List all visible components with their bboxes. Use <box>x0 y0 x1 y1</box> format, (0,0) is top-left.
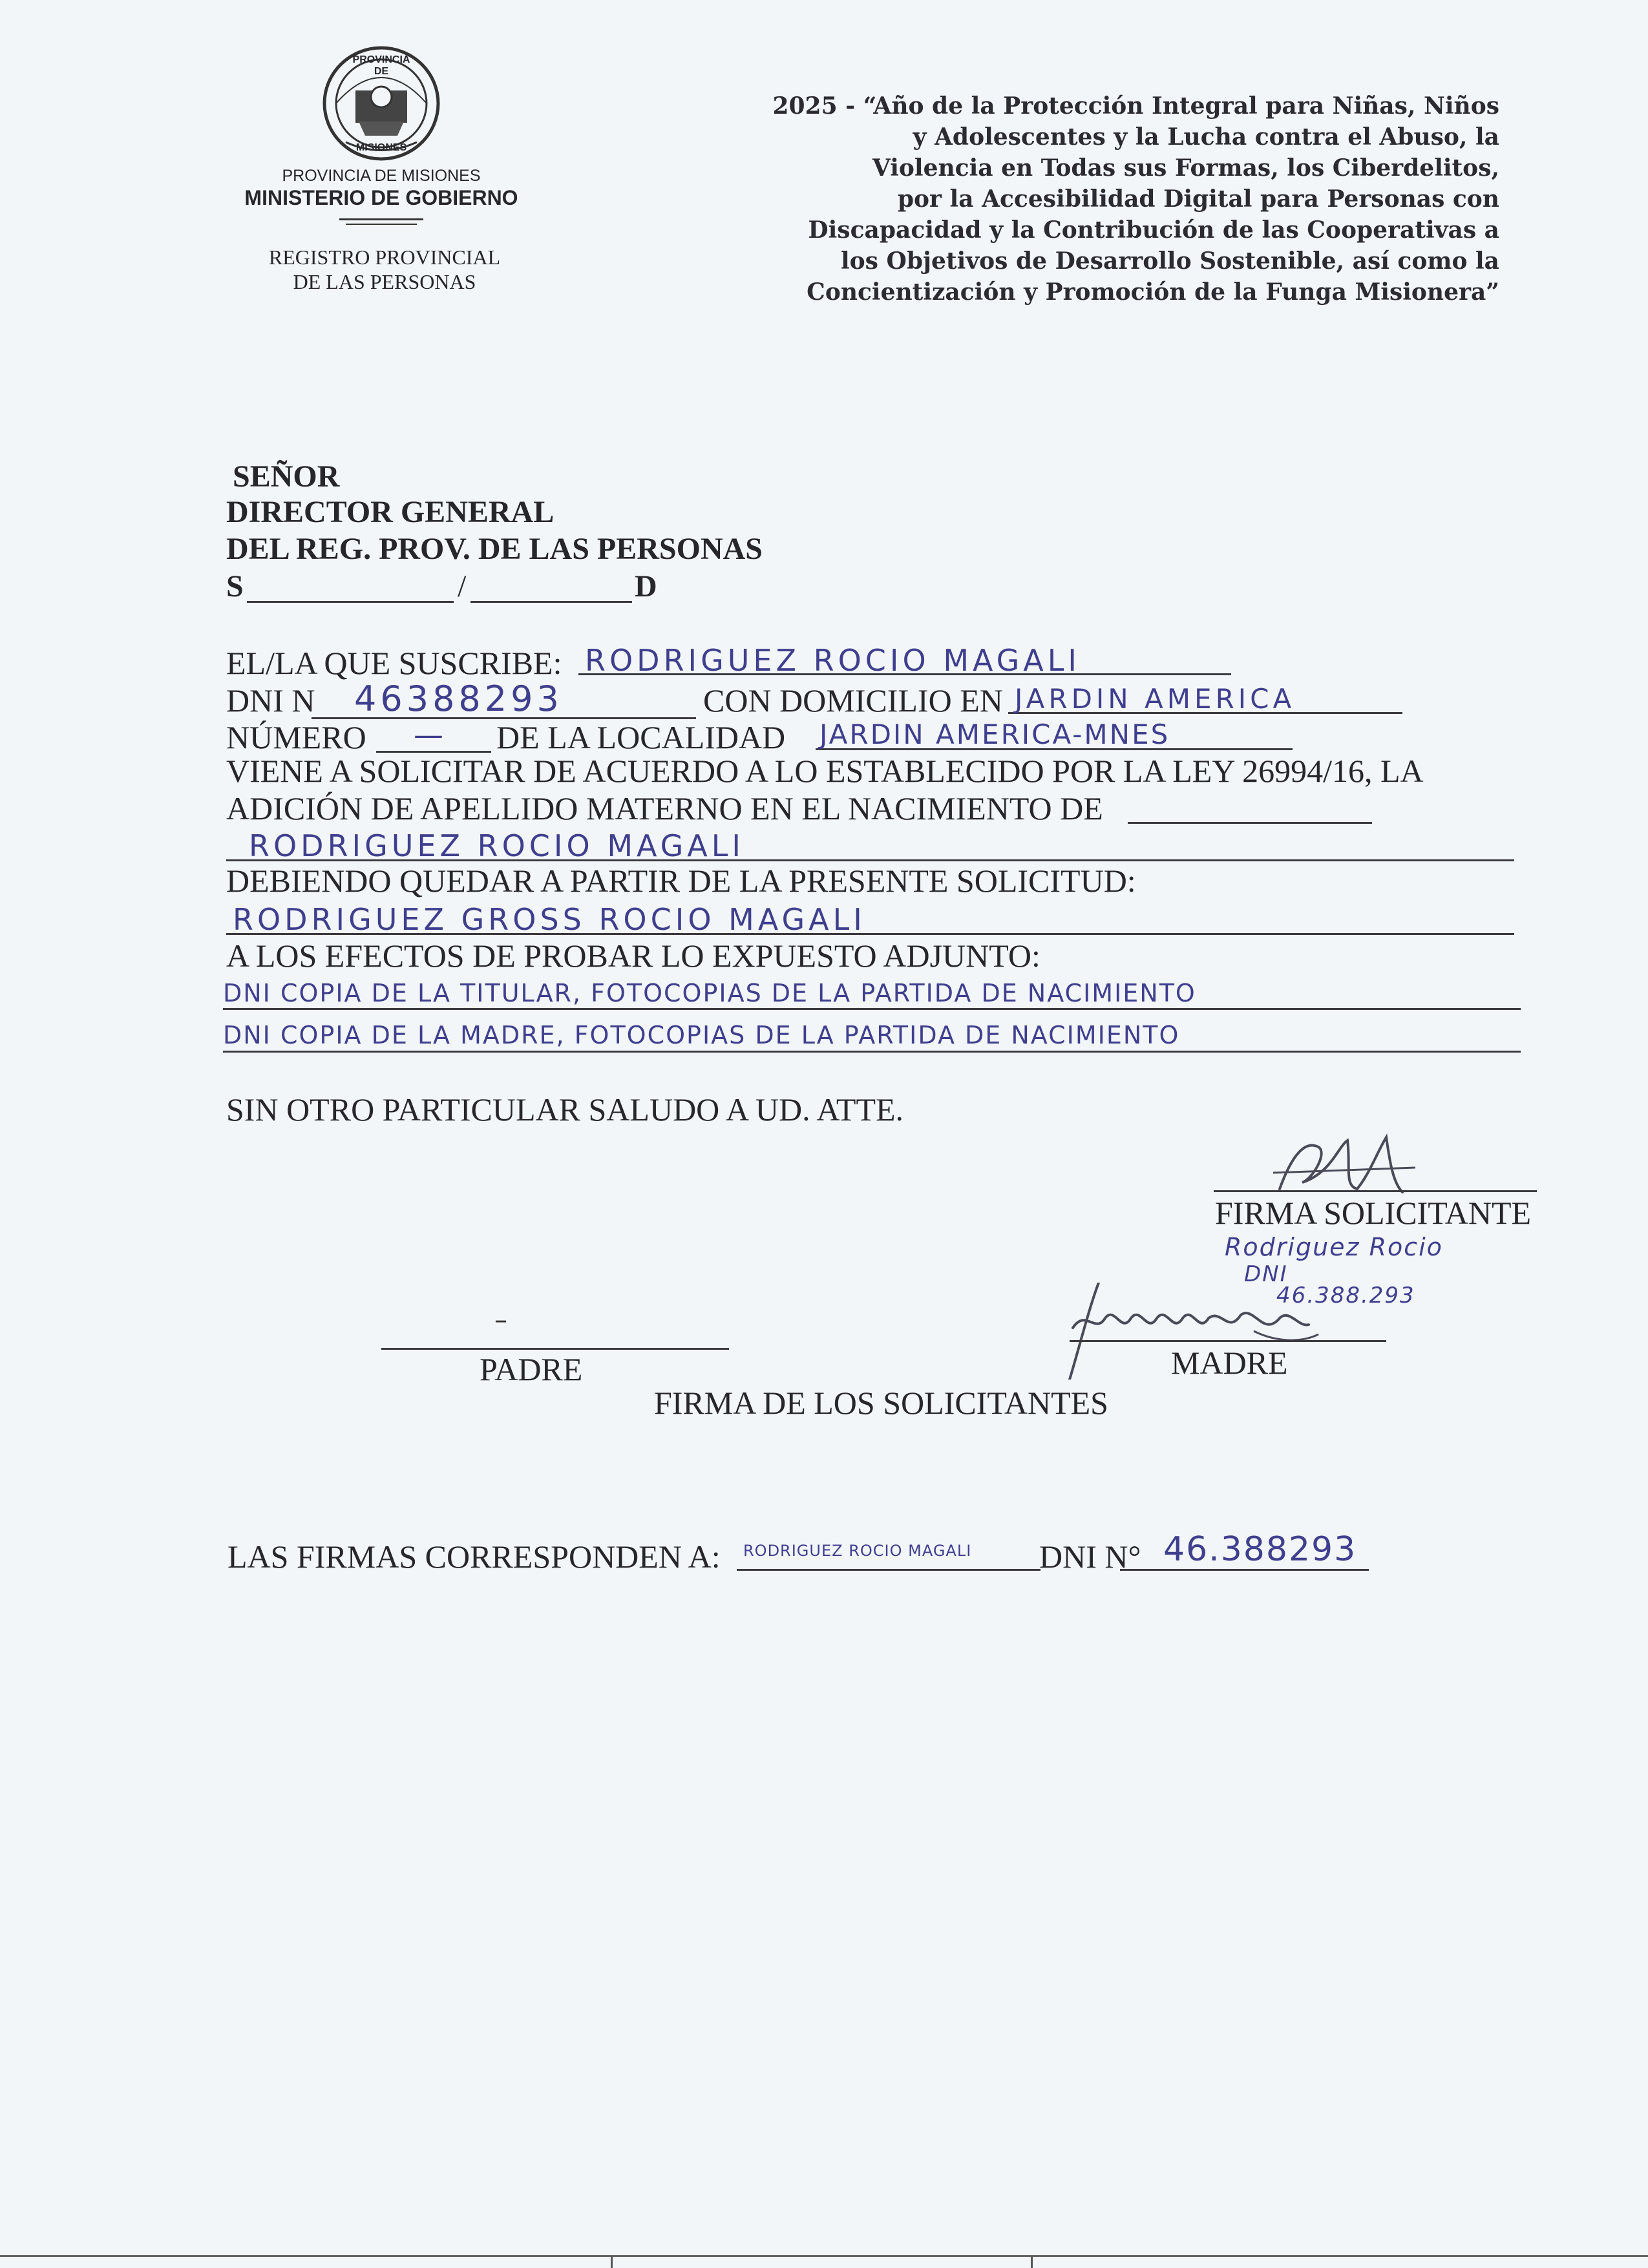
motto-line-6: los Objetivos de Desarrollo Sostenible, así como la <box>840 247 1499 275</box>
adjunto-line-2 <box>223 1051 1521 1053</box>
ministry-name: MINISTERIO DE GOBIERNO <box>244 186 518 209</box>
padre-label: PADRE <box>480 1351 583 1387</box>
suscribe-label: EL/LA QUE SUSCRIBE: <box>226 645 562 681</box>
suscribe-value[interactable]: RODRIGUEZ ROCIO MAGALI <box>585 643 1081 678</box>
madre-line <box>1070 1340 1386 1342</box>
adjunto-value-1[interactable]: DNI COPIA DE LA TITULAR, FOTOCOPIAS DE LA PARTIDA DE NACIMIENTO <box>223 979 1196 1007</box>
solicitante-note-dni: 46.388.293 <box>1276 1283 1415 1308</box>
corresponden-value[interactable]: RODRIGUEZ ROCIO MAGALI <box>743 1542 972 1560</box>
debiendo-text: DEBIENDO QUEDAR A PARTIR DE LA PRESENTE SOLICITUD: <box>226 863 1136 899</box>
addressee-d-line <box>470 601 632 603</box>
dni-no-value[interactable]: 46.388293 <box>1163 1530 1357 1569</box>
padre-line <box>381 1348 729 1350</box>
solicitante-note-name: Rodriguez Rocio <box>1225 1233 1443 1261</box>
page-bottom-edge <box>0 2255 1648 2257</box>
motto-line-2: y Adolescentes y la Lucha contra el Abuso, la <box>913 123 1499 151</box>
adjunto-value-2[interactable]: DNI COPIA DE LA MADRE, FOTOCOPIAS DE LA PARTIDA DE NACIMIENTO <box>223 1021 1180 1049</box>
firma-solicitantes-label: FIRMA DE LOS SOLICITANTES <box>654 1385 1108 1421</box>
localidad-value[interactable]: JARDIN AMERICA-MNES <box>819 719 1170 750</box>
motto-line-7: Concientización y Promoción de la Funga Misionera” <box>807 278 1499 306</box>
addressee-director: DIRECTOR GENERAL <box>226 495 555 529</box>
addressee-slash: / <box>458 569 467 604</box>
addressee-senor: SEÑOR <box>233 459 340 494</box>
motto-line-3: Violencia en Todas sus Formas, los Ciberdelitos, <box>872 154 1499 182</box>
addressee-registry: DEL REG. PROV. DE LAS PERSONAS <box>226 532 763 566</box>
ley-text: VIENE A SOLICITAR DE ACUERDO A LO ESTABLECIDO POR LA LEY 26994/16, LA <box>226 753 1424 789</box>
efectos-text: A LOS EFECTOS DE PROBAR LO EXPUESTO ADJUNTO: <box>226 938 1041 974</box>
motto-line-1: 2025 - “Año de la Protección Integral para Niñas, Niños <box>772 92 1499 120</box>
bottom-edge-tick-2 <box>1031 2256 1033 2268</box>
bottom-edge-tick-1 <box>611 2256 613 2268</box>
adicion-text: ADICIÓN DE APELLIDO MATERNO EN EL NACIMIENTO DE <box>226 790 1103 826</box>
addressee-s: S <box>226 569 244 604</box>
adicion-line <box>1128 822 1372 824</box>
nacimiento-value[interactable]: RODRIGUEZ ROCIO MAGALI <box>249 828 745 863</box>
padre-value[interactable]: – <box>494 1305 511 1335</box>
madre-label: MADRE <box>1171 1345 1288 1381</box>
corresponden-line <box>737 1569 1041 1571</box>
registry-line-1: REGISTRO PROVINCIAL <box>268 246 501 269</box>
dni-no-label: DNI N° <box>1039 1538 1141 1575</box>
saludo-text: SIN OTRO PARTICULAR SALUDO A UD. ATTE. <box>226 1091 904 1128</box>
dni-no-line <box>1120 1569 1369 1571</box>
dni-label: DNI N <box>226 682 315 719</box>
solicitante-note-dni-label: DNI <box>1244 1261 1288 1287</box>
resultado-value[interactable]: RODRIGUEZ GROSS ROCIO MAGALI <box>233 902 866 937</box>
numero-value[interactable]: — <box>414 717 447 752</box>
motto-line-4: por la Accesibilidad Digital para Personas con <box>897 185 1499 213</box>
header-divider <box>339 218 423 220</box>
addressee-d: D <box>635 569 657 604</box>
year-motto <box>685 90 1499 308</box>
domicilio-value[interactable]: JARDIN AMERICA <box>1015 683 1296 715</box>
dni-value[interactable]: 46388293 <box>354 678 563 719</box>
adjunto-line-1 <box>223 1008 1521 1010</box>
solicitante-signature <box>1267 1128 1428 1205</box>
firma-solicitante-line <box>1214 1190 1537 1192</box>
registry-line-2: DE LAS PERSONAS <box>293 270 476 293</box>
province-seal <box>320 45 443 162</box>
localidad-label: DE LA LOCALIDAD <box>496 719 786 755</box>
seal-bottom-text: MISIONES <box>355 142 407 153</box>
corresponden-label: LAS FIRMAS CORRESPONDEN A: <box>227 1538 721 1575</box>
firma-solicitante-label: FIRMA SOLICITANTE <box>1215 1195 1532 1231</box>
numero-label: NÚMERO <box>226 719 366 755</box>
motto-line-5: Discapacidad y la Contribución de las Cooperativas a <box>808 216 1499 244</box>
province-name: PROVINCIA DE MISIONES <box>282 167 481 185</box>
addressee-s-line <box>247 601 454 603</box>
seal-top-text: PROVINCIA DE <box>352 54 410 77</box>
header-divider-2 <box>346 224 417 225</box>
domicilio-label: CON DOMICILIO EN <box>703 682 1003 719</box>
